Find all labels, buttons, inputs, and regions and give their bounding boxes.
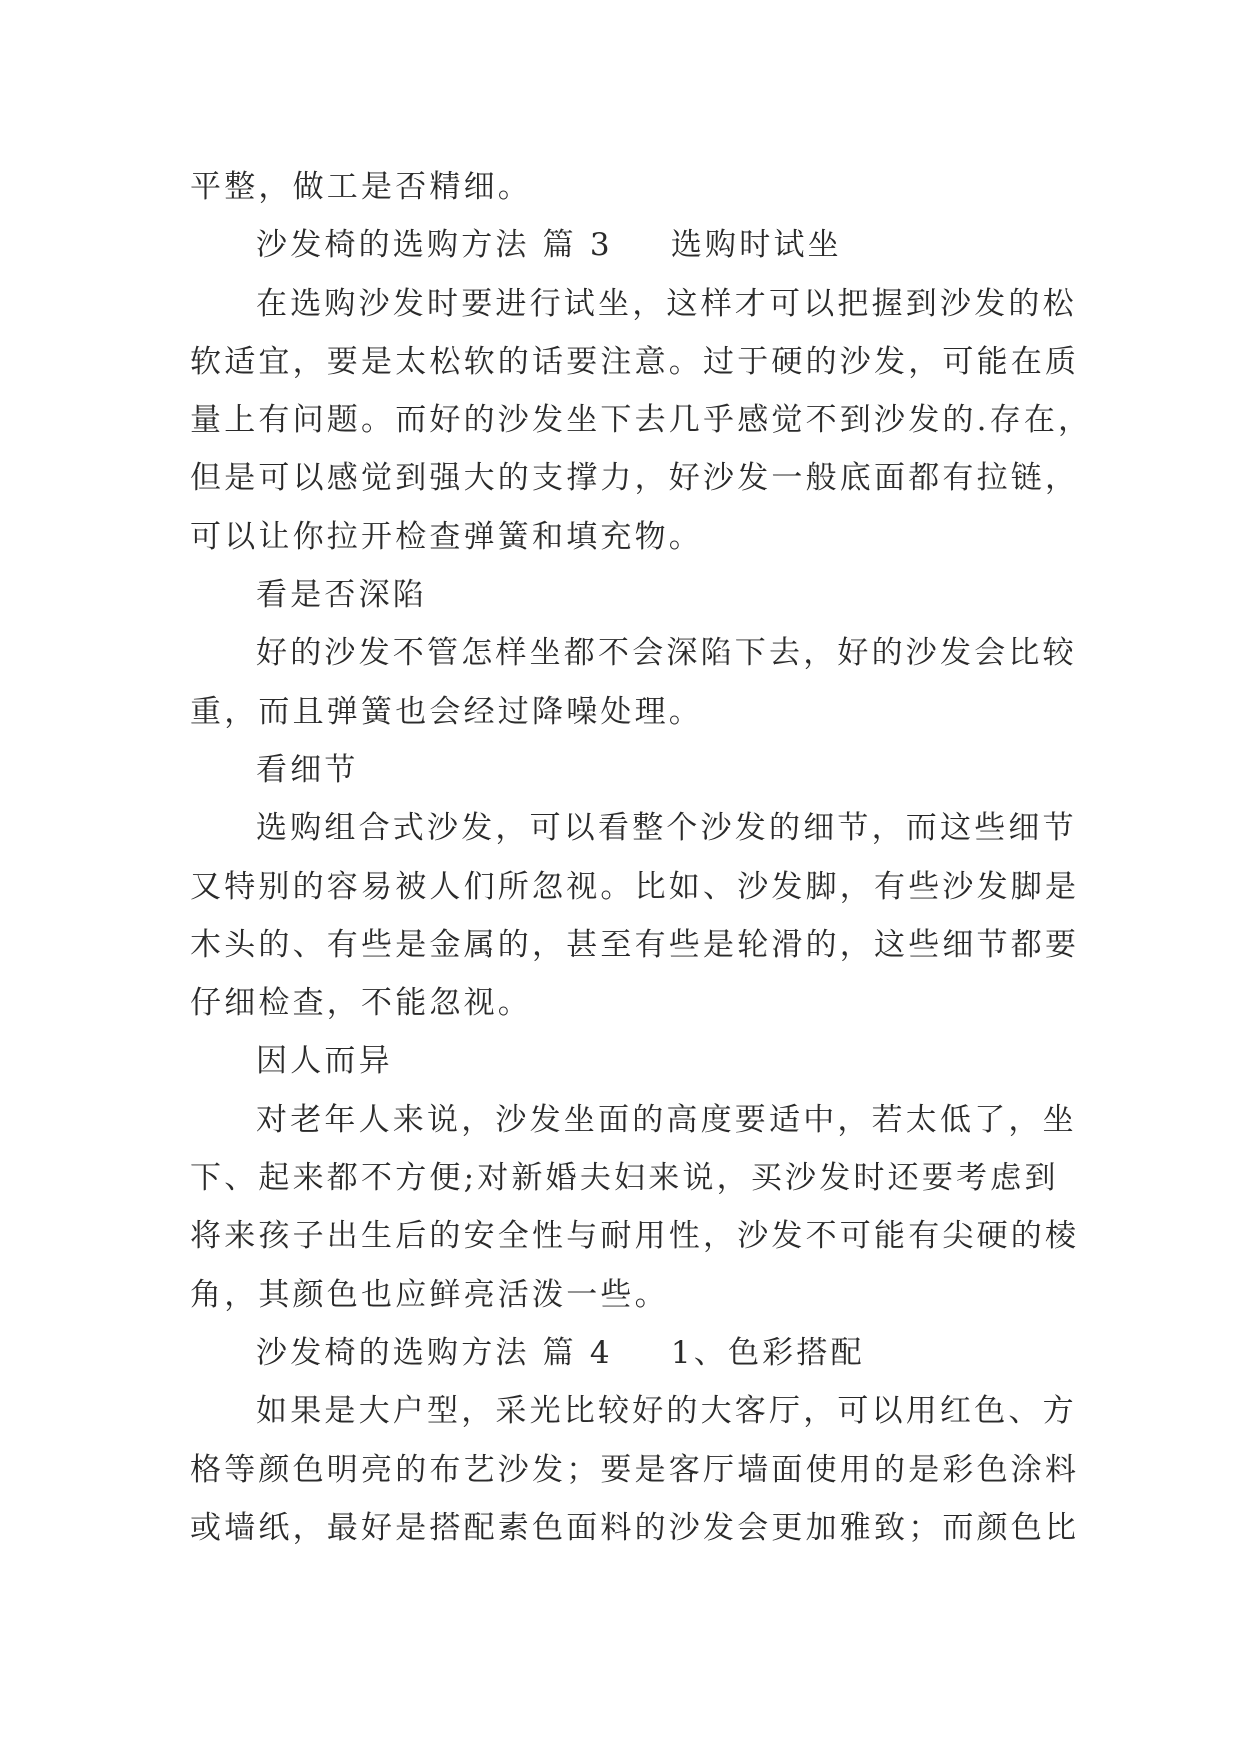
- paragraph-line: 平整，做工是否精细。: [190, 169, 532, 205]
- paragraph-line: 量上有问题。而好的沙发坐下去几乎感觉不到沙发的.存在，: [190, 402, 1093, 439]
- paragraph-line: 选购组合式沙发，可以看整个沙发的细节，而这些细节: [256, 810, 1077, 847]
- subsection-heading: 看是否深陷: [256, 577, 427, 614]
- paragraph-line: 木头的、有些是金属的，甚至有些是轮滑的，这些细节都要: [190, 926, 1080, 963]
- subsection-heading: 因人而异: [256, 1043, 393, 1080]
- subsection-heading: 看细节: [256, 751, 359, 788]
- paragraph-line: 重，而且弹簧也会经过降噪处理。: [190, 693, 703, 730]
- paragraph-line: 软适宜，要是太松软的话要注意。过于硬的沙发，可能在质: [190, 343, 1080, 380]
- document-body: [190, 158, 1093, 1557]
- paragraph-line: 将来孩子出生后的安全性与耐用性，沙发不可能有尖硬的棱: [190, 1218, 1080, 1255]
- paragraph-line: 在选购沙发时要进行试坐，这样才可以把握到沙发的松: [256, 285, 1077, 322]
- paragraph-line: 仔细检查，不能忽视。: [190, 985, 532, 1022]
- paragraph-line: 如果是大户型，采光比较好的大客厅，可以用红色、方: [256, 1393, 1077, 1430]
- paragraph-line: 对老年人来说，沙发坐面的高度要适中，若太低了，坐: [256, 1101, 1077, 1138]
- paragraph-line: 可以让你拉开检查弹簧和填充物。: [190, 518, 703, 555]
- section-heading: 沙发椅的选购方法 篇 3: [256, 227, 613, 264]
- section-heading-line: [190, 216, 1050, 274]
- paragraph-line: 下、起来都不方便;对新婚夫妇来说，买沙发时还要考虑到: [190, 1160, 1059, 1197]
- section-heading: 沙发椅的选购方法 篇 4: [256, 1334, 613, 1371]
- paragraph-line: 角，其颜色也应鲜亮活泼一些。: [190, 1276, 669, 1313]
- paragraph-line: 格等颜色明亮的布艺沙发；要是客厅墙面使用的是彩色涂料: [190, 1451, 1080, 1488]
- section-subheading: 1、色彩搭配: [670, 1334, 865, 1371]
- paragraph-line: 或墙纸，最好是搭配素色面料的沙发会更加雅致；而颜色比: [190, 1509, 1080, 1546]
- section-subheading: 选购时试坐: [670, 227, 842, 264]
- paragraph-line: 但是可以感觉到强大的支撑力，好沙发一般底面都有拉链，: [190, 460, 1080, 497]
- paragraph-line: 又特别的容易被人们所忽视。比如、沙发脚，有些沙发脚是: [190, 868, 1080, 905]
- paragraph-line: 好的沙发不管怎样坐都不会深陷下去，好的沙发会比较: [256, 635, 1077, 672]
- section-heading-line: [190, 1324, 1050, 1382]
